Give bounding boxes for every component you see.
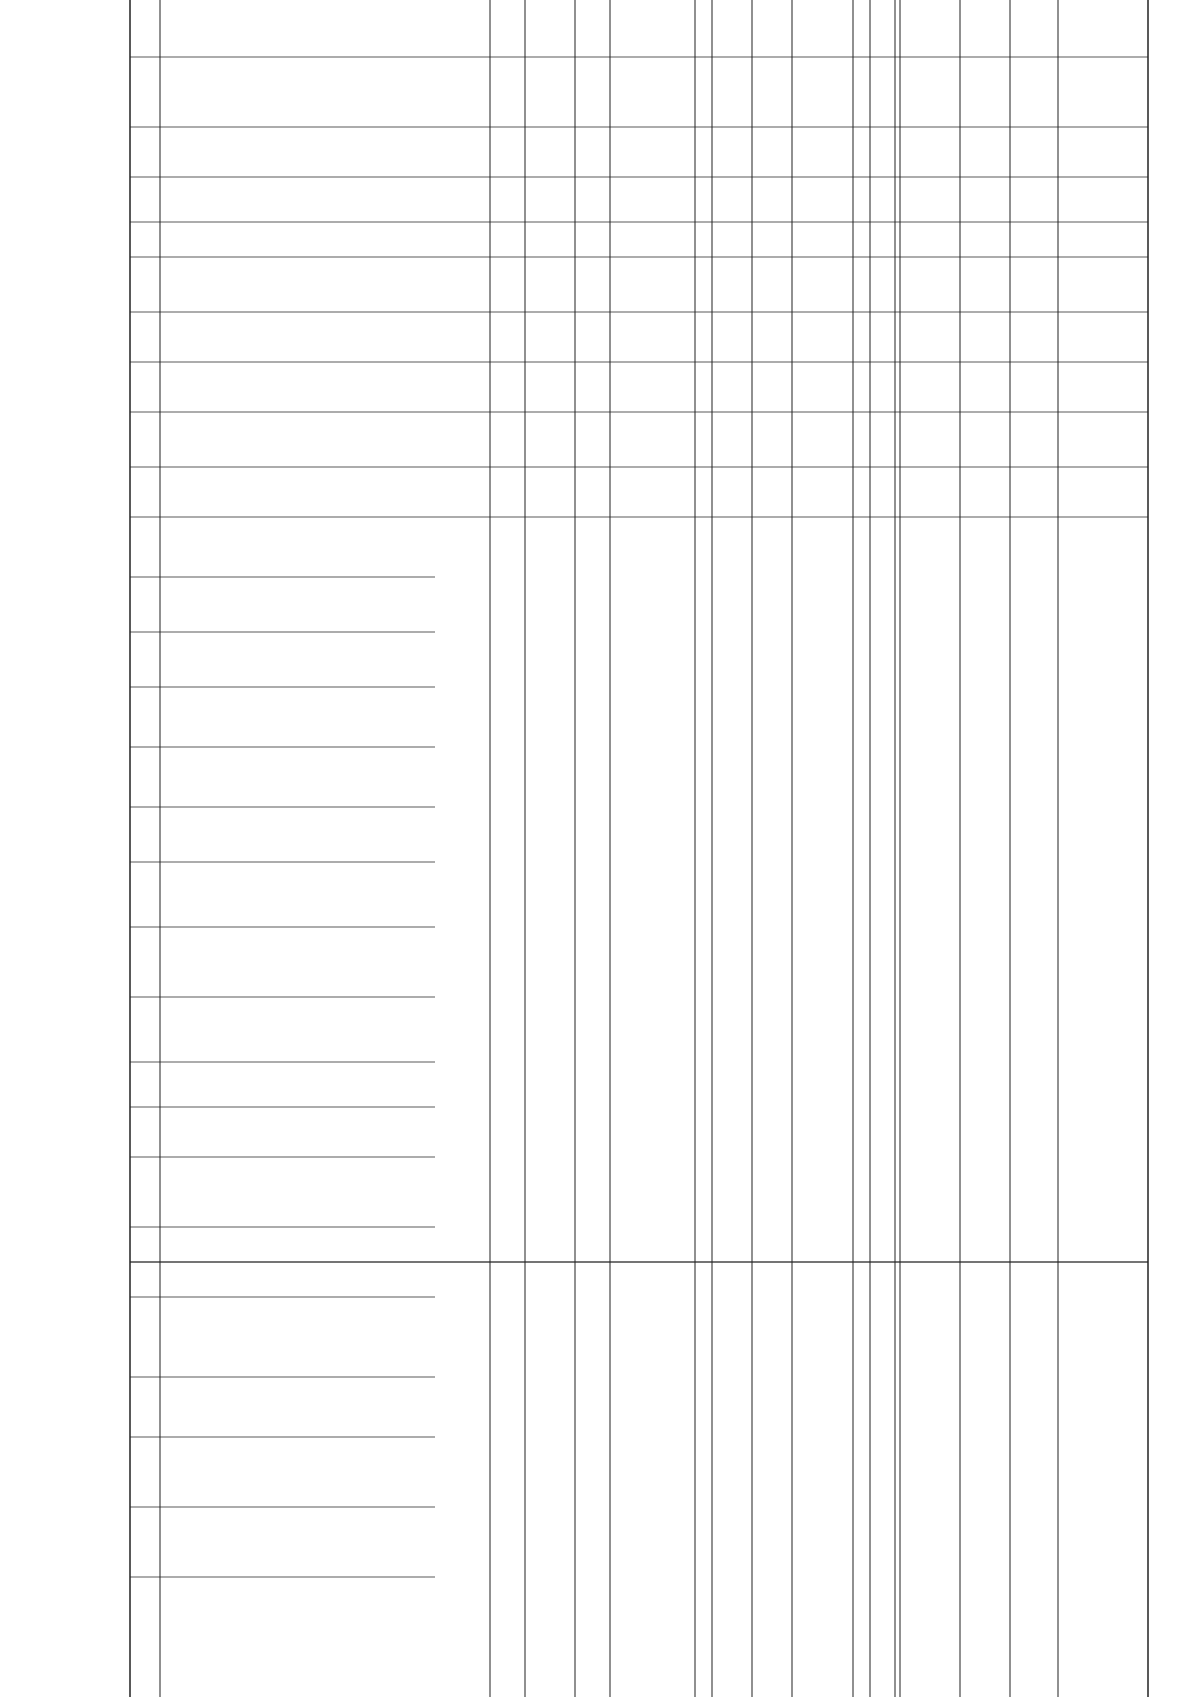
header-basement [170,1637,430,1697]
header-facade [170,1157,430,1227]
header-col-area [170,517,430,632]
row-total1-label [490,137,525,197]
header-sewer [170,1377,430,1437]
row-total1-area-p [860,617,895,697]
header-works-group [132,1007,162,1697]
row-usvyaty-address [960,47,1010,137]
header-local [170,862,430,927]
header-col-municipality [170,312,430,412]
header-roof [170,1107,430,1157]
row-usvyaty-control [960,1637,1000,1697]
header-foundation [170,1062,430,1107]
header-gas [170,1577,430,1637]
row-usvyaty-year [960,437,1000,497]
header-owners [170,927,430,997]
row-usvyaty-total [960,717,1000,797]
header-col-num [170,0,430,67]
header-col-year [170,412,430,517]
header-power [170,1507,430,1577]
caption-usvyaty [905,17,925,797]
header-privatization [170,997,430,1062]
header-cost-total [170,747,430,807]
row-total1-owners [860,917,895,997]
row-usvyaty-num [960,7,1000,37]
row-usvyaty-roof [960,1107,1000,1157]
header-cost-group [132,7,162,997]
header-regional [170,807,430,862]
row-partial-municipality [525,7,595,127]
row-partial-address [490,7,525,127]
header-cold [170,1297,430,1377]
row-usvyaty-area [960,537,1000,597]
header-col-address [170,67,430,177]
header-hot [170,1437,430,1507]
row-usvyaty-municipality [960,177,1050,297]
header-col-type [170,177,430,312]
row-usvyaty-owners [960,917,1000,997]
row-total1-area [860,517,895,597]
row-total1-regional [860,777,895,857]
header-col-area-premises [170,632,430,747]
spacer [0,1689,4,1697]
row-usvyaty-area-p [960,637,1000,697]
header-heat [170,1227,430,1297]
